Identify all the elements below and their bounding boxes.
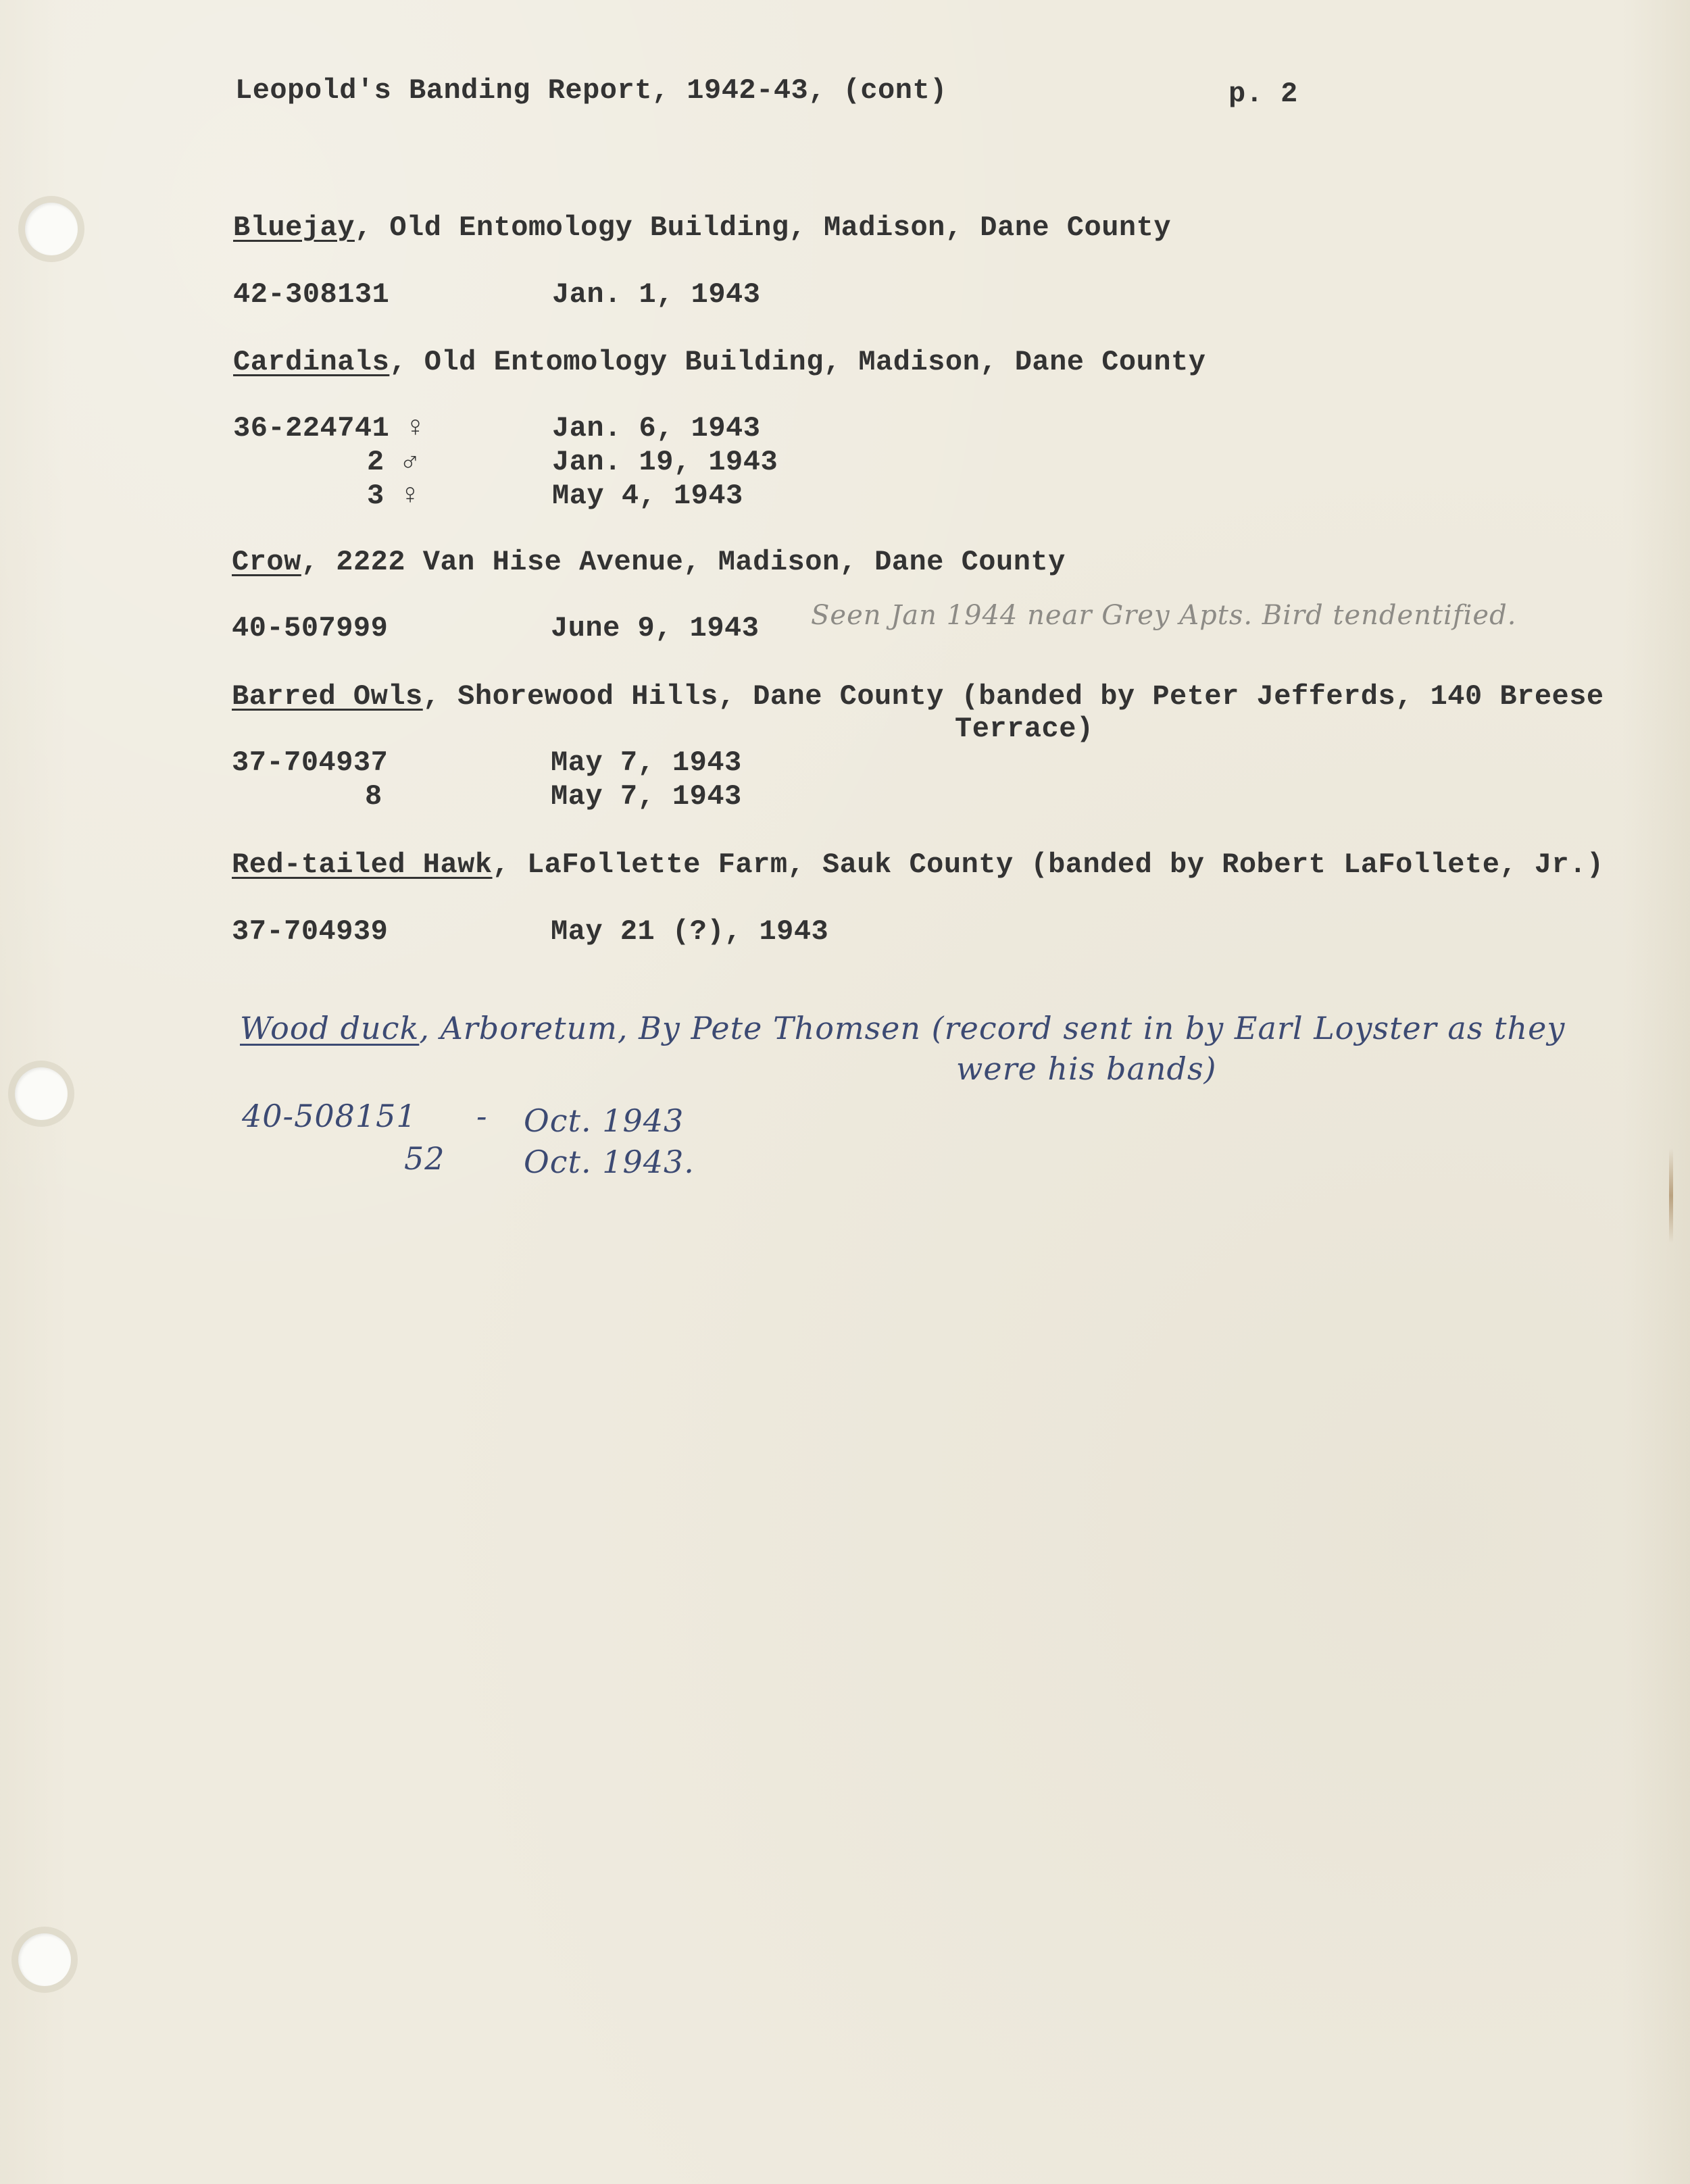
punch-hole-middle <box>15 1067 68 1120</box>
entry-cardinals-heading <box>233 346 1206 378</box>
entry-crow-heading <box>232 546 1066 578</box>
band-date: May 7, 1943 <box>551 746 742 779</box>
band-date: May 7, 1943 <box>551 780 742 813</box>
location-text: , Old Entomology Building, Madison, Dane County <box>389 346 1206 378</box>
band-number: 40-507999 <box>232 612 389 644</box>
band-date: June 9, 1943 <box>551 612 760 644</box>
band-number: 36-224741 ♀ <box>233 412 424 445</box>
band-date: Oct. 1943 <box>524 1102 685 1139</box>
species-name: Bluejay <box>233 211 355 244</box>
entry-red-tailed-hawk-heading <box>232 848 1604 881</box>
band-date: May 4, 1943 <box>552 480 743 512</box>
band-date: Jan. 19, 1943 <box>552 446 778 478</box>
punch-hole-bottom <box>18 1933 71 1986</box>
location-continuation: Terrace) <box>955 713 1094 745</box>
band-date: Jan. 6, 1943 <box>552 412 761 445</box>
page-number: p. 2 <box>1228 78 1298 110</box>
band-number: 37-704939 <box>232 915 389 948</box>
band-number: 37-704937 <box>232 746 389 779</box>
band-date: Oct. 1943. <box>524 1144 695 1180</box>
location-text: , LaFollette Farm, Sauk County (banded by Robert LaFollete, Jr.) <box>492 848 1604 881</box>
band-number: 42-308131 <box>233 278 390 311</box>
species-name: Wood duck <box>240 1010 420 1046</box>
band-number: 8 <box>365 780 382 813</box>
pencil-annotation: Seen Jan 1944 near Grey Apts. Bird tendentified. <box>811 600 1517 631</box>
band-number: 2 ♂ <box>367 446 420 478</box>
punch-hole-top <box>25 203 78 255</box>
location-text: , Arboretum, By Pete Thomsen (record sent in by Earl Loyster as they <box>419 1010 1566 1046</box>
location-continuation: were his bands) <box>956 1050 1217 1087</box>
species-name: Barred Owls <box>232 680 423 713</box>
species-name: Cardinals <box>233 346 390 378</box>
handwritten-wood-duck-heading <box>240 1010 1565 1046</box>
band-date: May 21 (?), 1943 <box>551 915 829 948</box>
location-text: , Shorewood Hills, Dane County (banded by Peter Jefferds, 140 Breese <box>422 680 1604 713</box>
entry-bluejay-heading <box>233 211 1171 244</box>
band-date: Jan. 1, 1943 <box>552 278 761 311</box>
report-title: Leopold's Banding Report, 1942-43, (cont) <box>235 74 947 107</box>
dash: - <box>476 1098 488 1134</box>
edge-stain <box>1669 1148 1673 1243</box>
species-name: Crow <box>232 546 301 578</box>
band-number: 40-508151 <box>242 1098 417 1134</box>
location-text: , Old Entomology Building, Madison, Dane County <box>354 211 1172 244</box>
band-number: 52 <box>404 1140 445 1177</box>
location-text: , 2222 Van Hise Avenue, Madison, Dane County <box>301 546 1066 578</box>
entry-barred-owls-heading <box>232 680 1604 713</box>
species-name: Red-tailed Hawk <box>232 848 493 881</box>
band-number: 3 ♀ <box>367 480 420 512</box>
